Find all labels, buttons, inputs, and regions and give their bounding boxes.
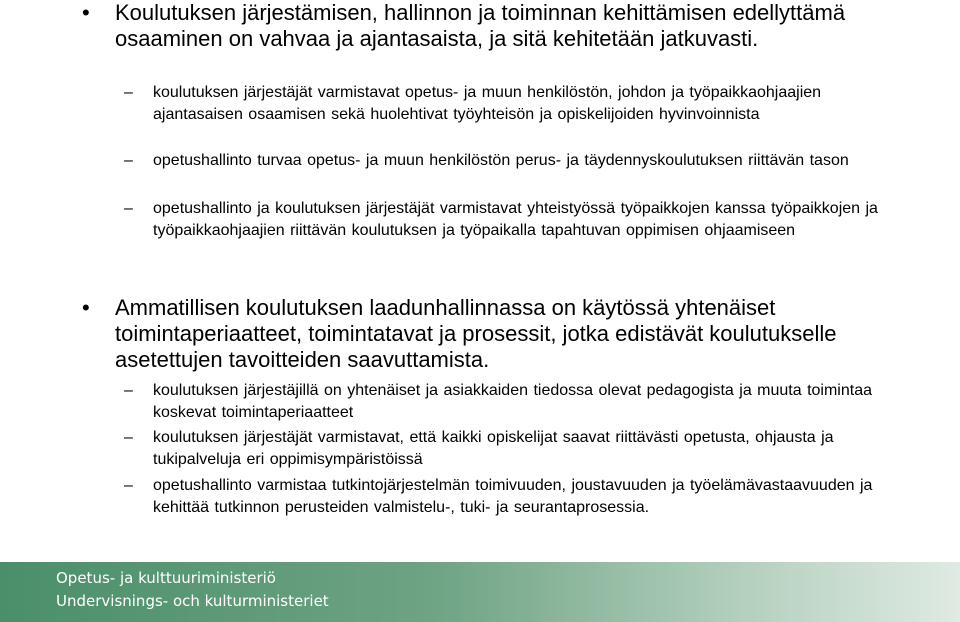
footer-banner [0,562,960,622]
sub-bullet-text: koulutuksen järjestäjät varmistavat opetus- ja muun henkilöstön, johdon ja työpaikkaohjaajien ajantasaisen osaamisen sekä huolehtivat työyhteisön ja opiskelijoiden hyvinvoinnista [153,84,822,123]
ministry-name-finnish: Opetus- ja kulttuuriministeriö [56,569,276,587]
dash-marker: – [124,429,133,446]
dash-marker: – [124,382,133,399]
bullet-marker: • [82,0,90,25]
sub-bullet-text: opetushallinto varmistaa tutkintojärjestelmän toimivuuden, joustavuuden ja työelämävastaavuuden ja kehittää tutkinnon perusteiden valmistelu-, tuki- ja seurantaprosessia. [153,477,873,516]
sub-bullet-text: opetushallinto turvaa opetus- ja muun henkilöstön perus- ja täydennyskoulutuksen riittävän tason [153,152,849,169]
dash-marker: – [124,200,133,217]
dash-marker: – [124,477,133,494]
sub-bullet-text: koulutuksen järjestäjillä on yhtenäiset ja asiakkaiden tiedossa olevat pedagogista ja muuta toimintaa koskevat toimintaperiaatteet [153,382,872,421]
bullet-text: Ammatillisen koulutuksen laadunhallinnassa on käytössä yhtenäiset toimintaperiaatteet, toimintatavat ja prosessit, jotka edistävät koulutukselle asetettujen tavoitteiden saavuttamista. [115,295,837,372]
ministry-name-swedish: Undervisnings- och kulturministeriet [56,592,329,610]
bullet-marker: • [82,295,90,320]
sub-bullet-text: opetushallinto ja koulutuksen järjestäjät varmistavat yhteistyössä työpaikkojen kanssa työpaikkojen ja työpaikkaohjaajien riittävän koulutuksen ja työpaikalla tapahtuvan oppimisen ohjaamiseen [153,200,878,239]
dash-marker: – [124,84,133,101]
bullet-text: Koulutuksen järjestämisen, hallinnon ja toiminnan kehittämisen edellyttämä osaaminen on vahvaa ja ajantasaista, ja sitä kehitetään jatkuvasti. [115,0,846,51]
dash-marker: – [124,152,133,169]
sub-bullet-text: koulutuksen järjestäjät varmistavat, että kaikki opiskelijat saavat riittävästi opetusta, ohjausta ja tukipalveluja eri oppimisympäristöissä [153,429,834,468]
